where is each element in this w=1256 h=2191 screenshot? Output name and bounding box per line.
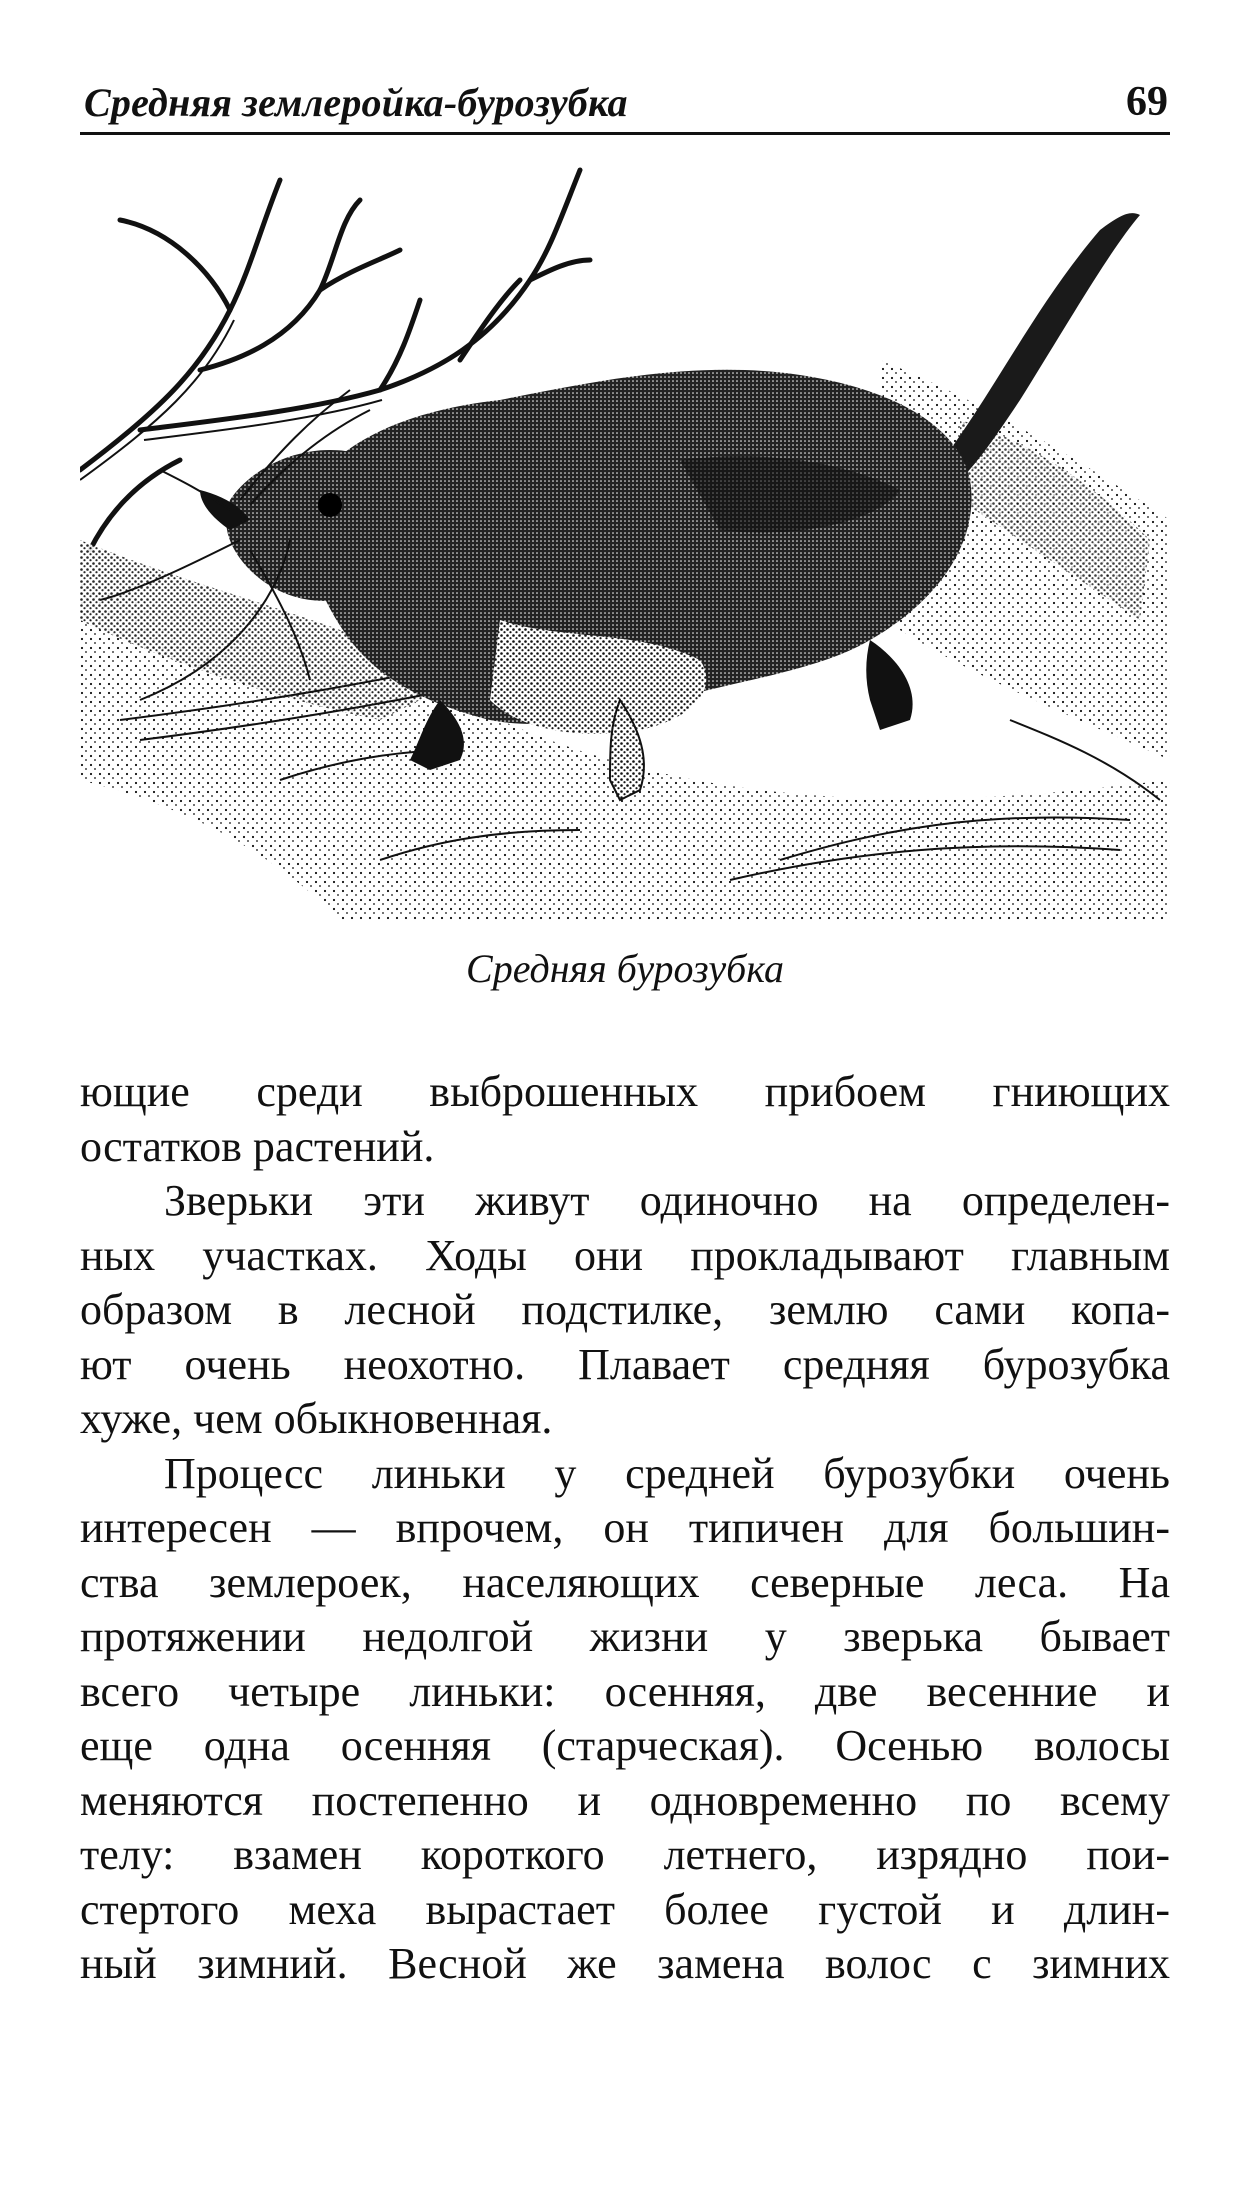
text-line: хуже, чем обыкновенная. — [80, 1394, 553, 1443]
text-line: ющие среди выброшенных прибоем гниющих — [80, 1067, 1170, 1116]
text-line: всего четыре линьки: осенняя, две весенние и — [80, 1666, 1170, 1716]
shrew-illustration-icon — [80, 160, 1170, 920]
body-text — [80, 1065, 1170, 1992]
text-line: Зверьки эти живут одиночно на определен- — [164, 1176, 1170, 1225]
text-line: интересен — впрочем, он типичен для большин- — [80, 1503, 1170, 1552]
text-line: протяжении недолгой жизни у зверька бывает — [80, 1612, 1170, 1661]
page-number: 69 — [1126, 79, 1168, 125]
running-header — [80, 62, 1170, 135]
text-line: ный зимний. Весной же замена волос с зимних — [80, 1939, 1170, 1988]
text-line: ных участках. Ходы они прокладывают главным — [80, 1230, 1170, 1280]
text-line: меняются постепенно и одновременно по всему — [80, 1775, 1170, 1825]
running-title: Средняя землеройка-бурозубка — [84, 80, 628, 125]
text-line: ют очень неохотно. Плавает средняя бурозубка — [80, 1339, 1170, 1389]
figure-caption: Средняя бурозубка — [466, 946, 784, 991]
text-line: еще одна осенняя (старческая). Осенью волосы — [80, 1721, 1170, 1770]
paragraph-3 — [80, 1447, 1170, 1992]
text-line: ства землероек, населяющих северные леса. На — [80, 1557, 1170, 1607]
text-line: стертого меха вырастает более густой и длин- — [80, 1884, 1170, 1934]
text-line: остатков растений. — [80, 1121, 435, 1171]
text-line: телу: взамен короткого летнего, изрядно пои- — [80, 1830, 1170, 1879]
text-line: образом в лесной подстилке, землю сами копа- — [80, 1285, 1170, 1334]
paragraph-2 — [80, 1174, 1170, 1447]
text-line: Процесс линьки у средней бурозубки очень — [164, 1448, 1170, 1498]
paragraph-1 — [80, 1065, 1170, 1174]
